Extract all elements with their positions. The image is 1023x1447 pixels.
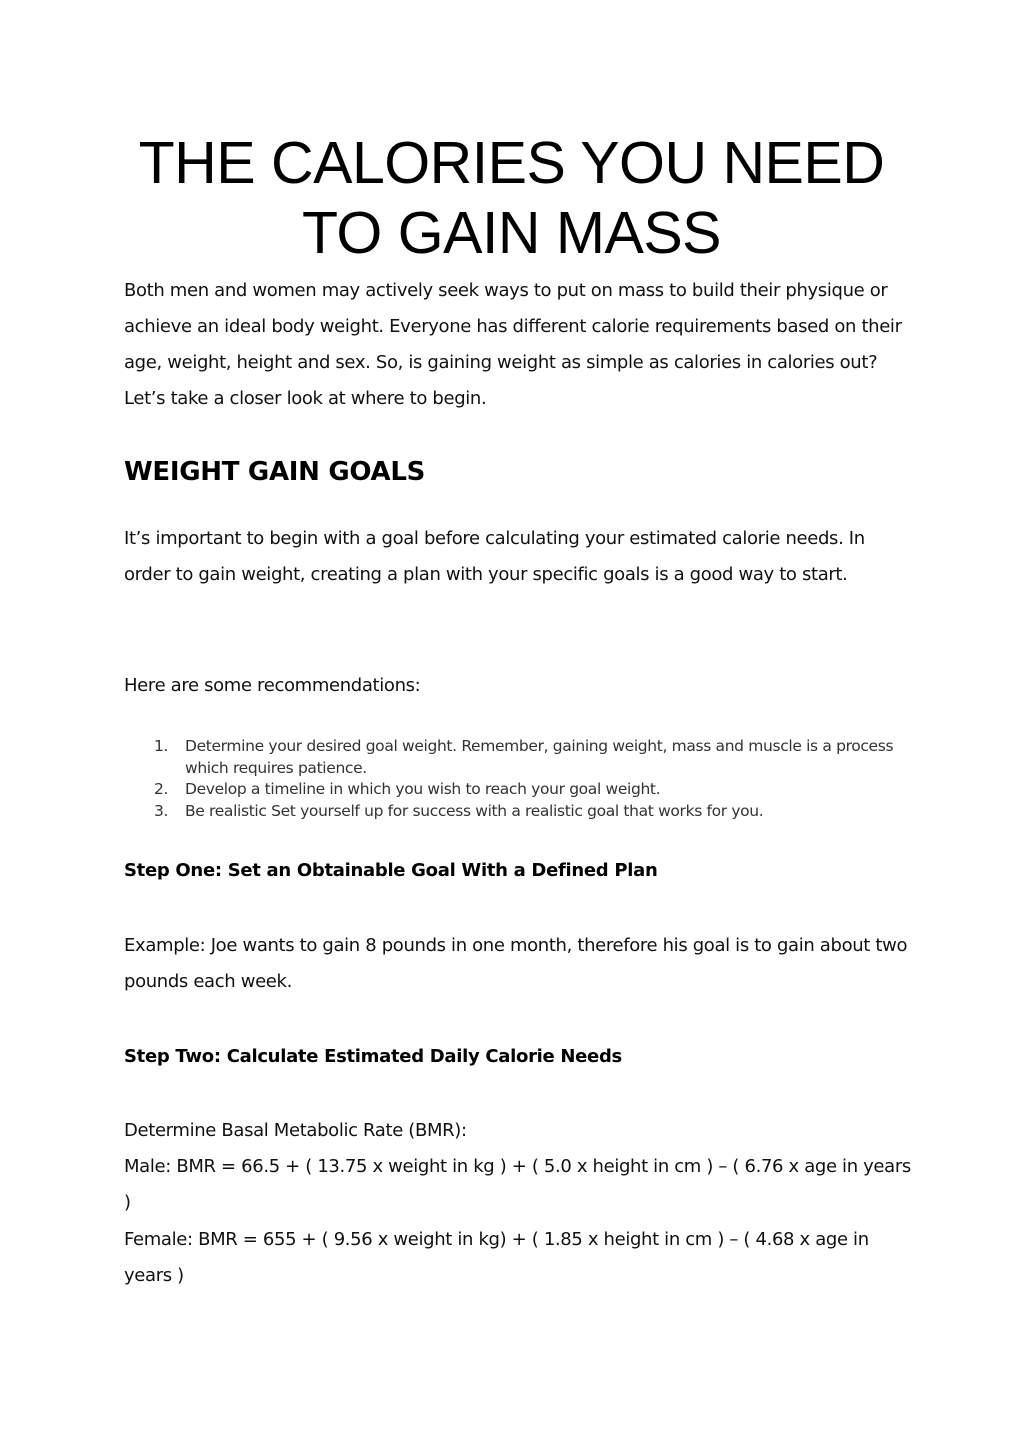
recommendations-intro: Here are some recommendations: — [124, 675, 421, 696]
step-two-heading: Step Two: Calculate Estimated Daily Calorie Needs — [124, 1046, 622, 1067]
list-item — [124, 736, 904, 779]
intro-paragraph: Both men and women may actively seek ways to put on mass to build their physique or achieve an ideal body weight. Everyone has different calorie requirements based on their age, weight, height and sex. So, is gaining weight as simple as calories in calories out? Let’s take a closer look at where to begin. — [124, 280, 902, 409]
list-item-text: Develop a timeline in which you wish to reach your goal weight. — [185, 780, 661, 798]
bmr-female-formula: Female: BMR = 655 + ( 9.56 x weight in kg) + ( 1.85 x height in cm ) – ( 4.68 x age in years ) — [124, 1229, 869, 1286]
list-item — [124, 801, 904, 823]
list-item-number: 2. — [154, 780, 169, 798]
step-one-example: Example: Joe wants to gain 8 pounds in one month, therefore his goal is to gain about two pounds each week. — [124, 935, 908, 992]
list-item-text: Be realistic Set yourself up for success with a realistic goal that works for you. — [185, 801, 764, 820]
bmr-male-formula: Male: BMR = 66.5 + ( 13.75 x weight in kg ) + ( 5.0 x height in cm ) – ( 6.76 x age in years ) — [124, 1156, 911, 1213]
section-heading-weight-gain-goals: WEIGHT GAIN GOALS — [124, 457, 426, 487]
page-title: THE CALORIES YOU NEED TO GAIN MASS — [138, 130, 885, 266]
recommendations-list — [124, 736, 904, 822]
list-item-number: 1. — [154, 737, 169, 755]
bmr-intro: Determine Basal Metabolic Rate (BMR): — [124, 1120, 467, 1141]
goal-paragraph: It’s important to begin with a goal before calculating your estimated calorie needs. In order to gain weight, creating a plan with your specific goals is a good way to start. — [124, 528, 865, 585]
list-item — [124, 779, 904, 801]
list-item-number: 3. — [154, 801, 169, 820]
step-one-heading: Step One: Set an Obtainable Goal With a Defined Plan — [124, 860, 658, 881]
list-item-text: Determine your desired goal weight. Remember, gaining weight, mass and muscle is a process which requires patience. — [185, 737, 894, 777]
